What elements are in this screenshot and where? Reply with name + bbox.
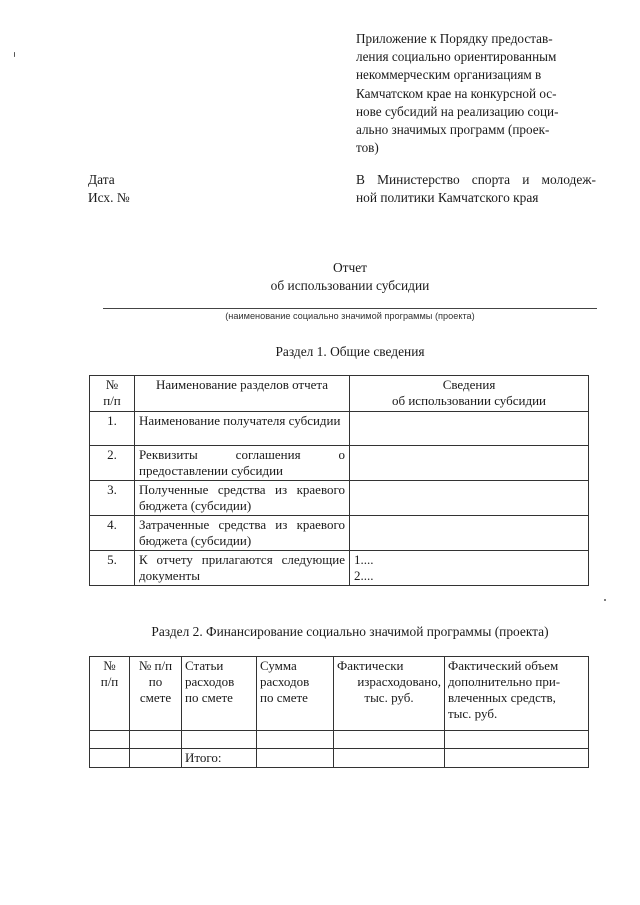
- addressee-block: [356, 171, 596, 207]
- date-label: Дата: [88, 172, 115, 187]
- column-header-actual-spent: Фактически израсходовано, тыс. руб.: [334, 657, 445, 731]
- row-number: 2.: [90, 446, 135, 481]
- table-row: [90, 481, 589, 516]
- report-title: Отчет: [332, 260, 368, 275]
- table-row: [90, 412, 589, 446]
- financing-table: [89, 656, 589, 768]
- table-cell[interactable]: [445, 749, 589, 768]
- appendix-line: ально значимых программ (проек-: [356, 122, 550, 138]
- total-label: Итого:: [182, 749, 257, 768]
- row-info-cell[interactable]: [350, 412, 589, 446]
- table-cell[interactable]: [90, 749, 130, 768]
- total-row: [90, 749, 589, 768]
- section1-heading: Раздел 1. Общие сведения: [275, 344, 425, 359]
- row-number: 4.: [90, 516, 135, 551]
- row-number: 3.: [90, 481, 135, 516]
- column-header-expense-sum: Сумма расходов по смете: [257, 657, 334, 731]
- table-row: [90, 516, 589, 551]
- table-row: [90, 446, 589, 481]
- table-row: [90, 551, 589, 586]
- appendix-line: нове субсидий на реализацию соци-: [356, 103, 559, 119]
- row-info-cell[interactable]: [350, 516, 589, 551]
- table-cell[interactable]: [182, 731, 257, 749]
- table-row: [90, 731, 589, 749]
- column-header-estimate-num: № п/п по смете: [130, 657, 182, 731]
- column-header-additional-funds: Фактический объем дополнительно при- влеченных средств, тыс. руб.: [445, 657, 589, 731]
- table-header-row: [90, 376, 589, 412]
- table-cell[interactable]: [257, 731, 334, 749]
- row-name: Затраченные средства из краевого бюджета (субсидии): [135, 516, 350, 551]
- appendix-line: Приложение к Порядку предостав-: [356, 31, 553, 46]
- row-info-cell[interactable]: [350, 446, 589, 481]
- addressee-line: ной политики Камчатского края: [356, 190, 539, 205]
- table-header-row: [90, 657, 589, 731]
- table-cell[interactable]: [130, 731, 182, 749]
- column-header-name: Наименование разделов отчета: [135, 376, 350, 412]
- addressee-line: В Министерство спорта и молодеж-: [356, 172, 596, 187]
- row-name: Полученные средства из краевого бюджета (субсидии): [135, 481, 350, 516]
- scan-speck: [604, 599, 606, 601]
- appendix-note: [356, 30, 592, 157]
- program-name-line: [103, 308, 597, 309]
- attached-documents-list[interactable]: [350, 551, 589, 586]
- attached-document-item: 2....: [354, 568, 374, 583]
- table-cell[interactable]: [130, 749, 182, 768]
- row-number: 1.: [90, 412, 135, 446]
- scan-speck: [14, 52, 15, 57]
- outgoing-number-label: Исх. №: [88, 190, 130, 205]
- column-header-num: № п/п: [90, 657, 130, 731]
- table-cell[interactable]: [334, 731, 445, 749]
- row-name: К отчету прилагаются следующие документы: [135, 551, 350, 586]
- row-name: Реквизиты соглашения о предоставлении субсидии: [135, 446, 350, 481]
- table-cell[interactable]: [334, 749, 445, 768]
- attached-document-item: 1....: [354, 552, 374, 567]
- table-cell[interactable]: [445, 731, 589, 749]
- row-info-cell[interactable]: [350, 481, 589, 516]
- appendix-line: некоммерческим организациям в: [356, 67, 542, 83]
- date-block: [88, 171, 130, 207]
- column-header-info: Сведения об использовании субсидии: [350, 376, 589, 412]
- table-cell[interactable]: [90, 731, 130, 749]
- appendix-line: Камчатском крае на конкурсной ос-: [356, 85, 557, 101]
- table-cell[interactable]: [257, 749, 334, 768]
- appendix-line: ления социально ориентированным: [356, 49, 557, 65]
- general-info-table: [89, 375, 589, 586]
- column-header-num: № п/п: [90, 376, 135, 412]
- column-header-expense-items: Статьи расходов по смете: [182, 657, 257, 731]
- section2-heading: Раздел 2. Финансирование социально значимой программы (проекта): [151, 624, 549, 639]
- program-name-hint: (наименование социально значимой программы (проекта): [225, 311, 475, 321]
- row-name: Наименование получателя субсидии: [135, 412, 350, 446]
- report-subtitle: об использовании субсидии: [270, 278, 430, 293]
- row-number: 5.: [90, 551, 135, 586]
- appendix-line: тов): [356, 140, 379, 156]
